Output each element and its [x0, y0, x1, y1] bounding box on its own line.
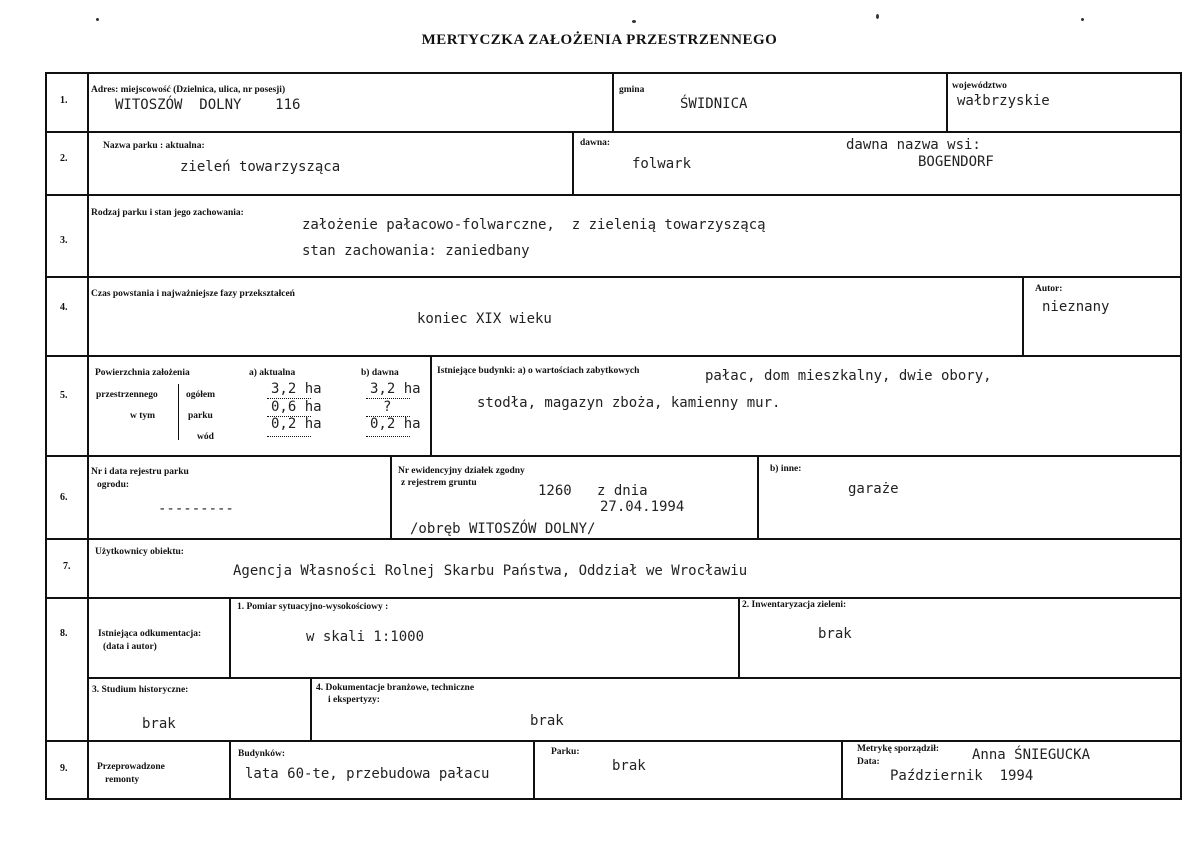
former-village-value: BOGENDORF: [918, 154, 994, 170]
users-label: Użytkownicy obiektu:: [95, 547, 184, 557]
row-number: 7.: [63, 561, 71, 572]
dotted-line: [267, 436, 311, 437]
row-divider: [45, 538, 1182, 540]
documentation-label-1: Istniejąca odkumentacja:: [98, 629, 202, 639]
other-value: garaże: [848, 481, 899, 497]
row-number: 4.: [60, 302, 68, 313]
area-former-park: ?: [383, 399, 392, 415]
cell-divider: [533, 740, 535, 800]
row-number: 2.: [60, 153, 68, 164]
scan-speck: [632, 20, 636, 23]
cell-divider: [229, 597, 231, 677]
address-label: Adres: miejscowość (Dzielnica, ulica, nr posesji): [91, 85, 286, 95]
prepared-by-label: Metrykę sporządził:: [857, 744, 940, 754]
row-divider: [87, 677, 1182, 679]
survey-value: w skali 1:1000: [306, 629, 425, 645]
park-type-label: Rodzaj parku i stan jego zachowania:: [91, 208, 244, 218]
dotted-line: [366, 398, 410, 399]
park-type-line2: stan zachowania: zaniedbany: [302, 243, 530, 259]
area-former-total: 3,2 ha: [370, 381, 421, 397]
area-former-water: 0,2 ha: [370, 416, 421, 432]
row-divider: [45, 355, 1182, 357]
area-former-label: b) dawna: [361, 368, 399, 378]
former-name-label: dawna:: [580, 138, 611, 148]
plot-number-line1: 1260 z dnia: [538, 483, 648, 499]
form-frame: [45, 72, 1182, 800]
plot-number-line3: /obręb WITOSZÓW DOLNY/: [410, 521, 596, 537]
documentation-label-2: (data i autor): [103, 642, 157, 652]
cell-divider: [178, 384, 179, 440]
area-park-label: parku: [188, 411, 213, 421]
park-renovation-label: Parku:: [551, 747, 580, 757]
cell-divider: [430, 355, 432, 455]
row-number: 1.: [60, 95, 68, 106]
row-divider: [45, 740, 1182, 742]
users-value: Agencja Własności Rolnej Skarbu Państwa, Oddział we Wrocławiu: [233, 563, 748, 579]
row-number: 6.: [60, 492, 68, 503]
creation-time-label: Czas powstania i najważniejsze fazy przekształceń: [91, 289, 295, 299]
prepared-by-value: Anna ŚNIEGUCKA: [972, 747, 1091, 763]
buildings-label: Istniejące budynki: a) o wartościach zabytkowych: [437, 366, 640, 376]
cell-divider: [390, 455, 392, 538]
other-label: b) inne:: [770, 464, 802, 474]
row-divider: [45, 131, 1182, 133]
author-value: nieznany: [1042, 299, 1110, 315]
creation-time-value: koniec XIX wieku: [417, 311, 552, 327]
row-number: 5.: [60, 390, 68, 401]
technical-docs-label-2: i ekspertyzy:: [328, 695, 380, 705]
buildings-line2: stodła, magazyn zboża, kamienny mur.: [477, 395, 781, 411]
dotted-line: [267, 398, 311, 399]
register-label-1: Nr i data rejestru parku: [91, 467, 189, 477]
plot-number-label-2: z rejestrem gruntu: [401, 478, 477, 488]
row-number: 8.: [60, 628, 68, 639]
gmina-label: gmina: [619, 85, 645, 95]
page-title: MERTYCZKA ZAŁOŻENIA PRZESTRZENNEGO: [421, 32, 778, 48]
date-value: Październik 1994: [890, 768, 1034, 784]
former-village-label: dawna nazwa wsi:: [846, 137, 981, 153]
row-divider: [45, 276, 1182, 278]
survey-label: 1. Pomiar sytuacyjno-wysokościowy :: [237, 602, 389, 612]
area-label: Powierzchnia założenia: [95, 368, 190, 378]
technical-docs-value: brak: [530, 713, 564, 729]
row-number: 3.: [60, 235, 68, 246]
park-name-value: zieleń towarzysząca: [180, 159, 341, 175]
gmina-value: ŚWIDNICA: [680, 96, 748, 112]
wojewodztwo-value: wałbrzyskie: [957, 93, 1050, 109]
cell-divider: [1022, 276, 1024, 355]
cell-divider: [572, 131, 574, 194]
row-divider: [45, 194, 1182, 196]
plot-number-line2: 27.04.1994: [600, 499, 685, 515]
scan-speck: [96, 18, 99, 21]
area-current-water: 0,2 ha: [271, 416, 322, 432]
cell-divider: [612, 72, 614, 131]
scan-speck: [1081, 18, 1084, 21]
register-label-2: ogrodu:: [97, 480, 130, 490]
scan-speck: [876, 14, 879, 19]
register-value: ---------: [158, 501, 234, 517]
area-current-total: 3,2 ha: [271, 381, 322, 397]
renovations-label-1: Przeprowadzone: [97, 762, 165, 772]
greenery-inventory-value: brak: [818, 626, 852, 642]
cell-divider: [946, 72, 948, 131]
technical-docs-label-1: 4. Dokumentacje branżowe, techniczne: [316, 683, 475, 693]
number-column-divider: [87, 72, 89, 800]
area-water-label: wód: [197, 432, 214, 442]
dotted-line: [366, 416, 410, 417]
park-name-label: Nazwa parku : aktualna:: [103, 141, 205, 151]
area-spatial-label: przestrzennego: [96, 390, 158, 400]
buildings-line1: pałac, dom mieszkalny, dwie obory,: [705, 368, 992, 384]
area-current-park: 0,6 ha: [271, 399, 322, 415]
date-label: Data:: [857, 757, 880, 767]
historical-study-value: brak: [142, 716, 176, 732]
former-name-value: folwark: [632, 156, 692, 172]
cell-divider: [738, 597, 740, 677]
area-current-label: a) aktualna: [249, 368, 296, 378]
greenery-inventory-label: 2. Inwentaryzacja zieleni:: [742, 600, 847, 610]
historical-study-label: 3. Studium historyczne:: [92, 685, 189, 695]
cell-divider: [757, 455, 759, 538]
renovations-label-2: remonty: [105, 775, 140, 785]
cell-divider: [841, 740, 843, 800]
wojewodztwo-label: województwo: [952, 81, 1007, 91]
cell-divider: [229, 740, 231, 800]
buildings-renovation-label: Budynków:: [238, 749, 285, 759]
park-type-line1: założenie pałacowo-folwarczne, z zielenią towarzyszącą: [302, 217, 766, 233]
plot-number-label-1: Nr ewidencyjny działek zgodny: [398, 466, 525, 476]
dotted-line: [267, 416, 311, 417]
park-renovation-value: brak: [612, 758, 646, 774]
row-divider: [45, 597, 1182, 599]
cell-divider: [310, 677, 312, 740]
area-total-label: ogółem: [186, 390, 216, 400]
buildings-renovation-value: lata 60-te, przebudowa pałacu: [245, 766, 490, 782]
row-divider: [45, 455, 1182, 457]
author-label: Autor:: [1035, 284, 1063, 294]
dotted-line: [366, 436, 410, 437]
address-value: WITOSZÓW DOLNY 116: [115, 97, 301, 113]
area-including-label: w tym: [130, 411, 156, 421]
row-number: 9.: [60, 763, 68, 774]
